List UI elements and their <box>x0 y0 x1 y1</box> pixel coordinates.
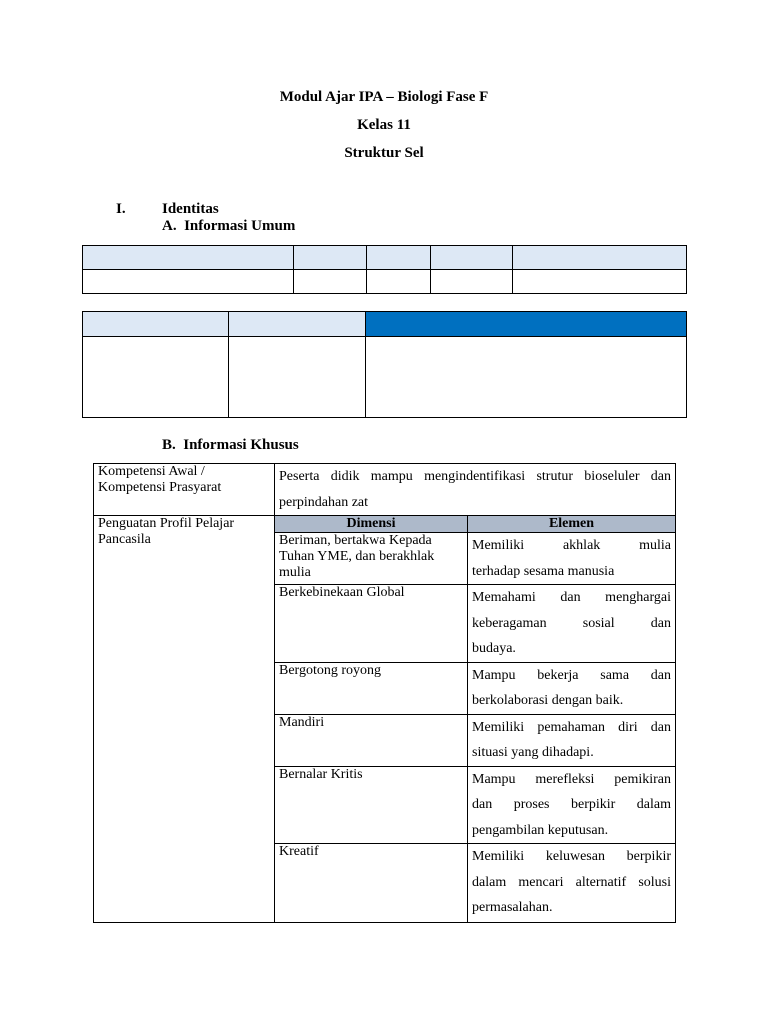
informasi-umum-table-1 <box>82 245 687 294</box>
elemen-line: Memiliki keluwesan berpikir <box>472 849 672 864</box>
table-header-cell <box>83 312 229 337</box>
table-row-kompetensi <box>94 464 676 516</box>
dimensi-cell: Berkebinekaan Global <box>275 585 468 663</box>
table-header-row <box>83 312 687 337</box>
dimensi-cell: Mandiri <box>275 714 468 766</box>
elemen-cell <box>468 766 676 844</box>
table-cell <box>294 270 367 294</box>
elemen-cell <box>468 714 676 766</box>
elemen-line: pengambilan keputusan. <box>472 822 609 838</box>
elemen-line: situasi yang dihadapi. <box>472 745 594 760</box>
section-informasi-umum-heading: A. Informasi Umum <box>162 218 296 234</box>
kompetensi-label: Kompetensi Awal / Kompetensi Prasyarat <box>94 464 275 516</box>
table-row <box>83 337 687 418</box>
class-label: Kelas 11 <box>357 117 411 133</box>
informasi-umum-table-2 <box>82 311 687 418</box>
section-number: I. <box>116 201 126 217</box>
section-identitas-heading: Identitas <box>162 201 219 217</box>
kompetensi-value <box>275 464 676 516</box>
table-cell <box>431 270 513 294</box>
table-header-cell <box>367 246 431 270</box>
table-header-cell <box>513 246 687 270</box>
elemen-line: dalam mencari alternatif solusi <box>472 874 672 890</box>
elemen-cell <box>468 662 676 714</box>
elemen-line: Memiliki pemahaman diri dan <box>472 719 672 735</box>
elemen-line: budaya. <box>472 641 516 656</box>
table-cell <box>513 270 687 294</box>
column-header-elemen: Elemen <box>468 516 676 533</box>
table-header-row <box>94 516 676 533</box>
elemen-cell <box>468 585 676 663</box>
elemen-line: keberagaman sosial dan <box>472 615 672 631</box>
dimensi-cell: Beriman, bertakwa Kepada Tuhan YME, dan berakhlak mulia <box>275 533 468 585</box>
elemen-cell <box>468 533 676 585</box>
elemen-line: permasalahan. <box>472 900 553 915</box>
table-header-cell <box>229 312 366 337</box>
table-header-cell <box>294 246 367 270</box>
column-header-dimensi: Dimensi <box>275 516 468 533</box>
elemen-line: dan proses berpikir dalam <box>472 797 672 812</box>
elemen-line: Mampu bekerja sama dan <box>472 667 672 683</box>
document-title: Modul Ajar IPA – Biologi Fase F <box>279 89 489 105</box>
table-header-cell <box>431 246 513 270</box>
table-header-cell <box>83 246 294 270</box>
elemen-line: berkolaborasi dengan baik. <box>472 693 624 708</box>
topic-title: Struktur Sel <box>344 145 424 161</box>
elemen-line: Mampu merefleksi pemikiran <box>472 771 672 787</box>
table-header-cell-accent <box>366 312 687 337</box>
table-cell <box>83 270 294 294</box>
elemen-cell <box>468 844 676 923</box>
elemen-line: terhadap sesama manusia <box>472 563 615 579</box>
table-header-row <box>83 246 687 270</box>
dimensi-cell: Bernalar Kritis <box>275 766 468 844</box>
elemen-line: Memahami dan menghargai <box>472 590 672 605</box>
table-cell <box>367 270 431 294</box>
informasi-khusus-table <box>93 463 676 923</box>
table-cell <box>366 337 687 418</box>
kompetensi-line: perpindahan zat <box>279 494 369 510</box>
kompetensi-line: Peserta didik mampu mengindentifikasi strutur bioseluler dan <box>279 469 672 484</box>
dimensi-cell: Bergotong royong <box>275 662 468 714</box>
table-cell <box>229 337 366 418</box>
elemen-line: Memiliki akhlak mulia <box>472 538 672 553</box>
table-row <box>83 270 687 294</box>
profil-label: Penguatan Profil Pelajar Pancasila <box>94 516 275 923</box>
dimensi-cell: Kreatif <box>275 844 468 923</box>
table-cell <box>83 337 229 418</box>
section-informasi-khusus-heading: B. Informasi Khusus <box>162 437 299 453</box>
